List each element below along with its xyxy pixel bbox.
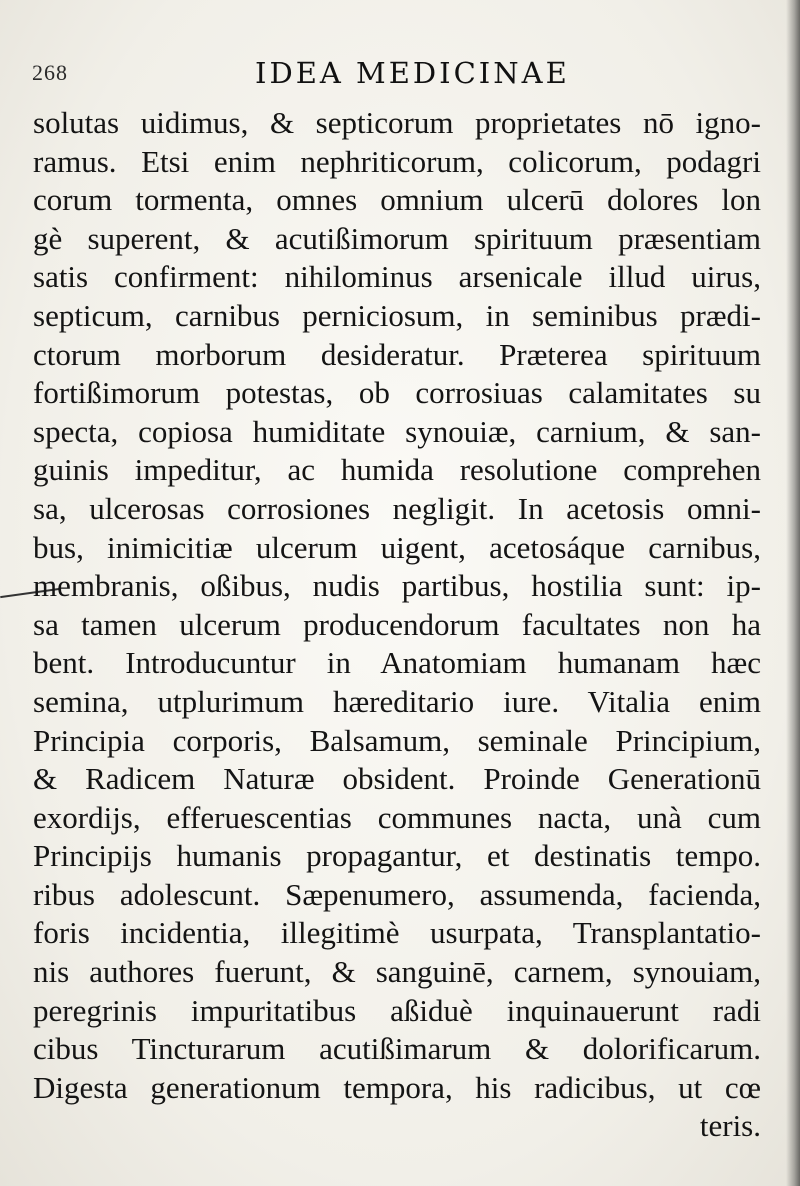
catchword: teris.	[699, 1108, 761, 1144]
text-line: specta, copiosa humiditate synouiæ, carnium, & san-	[33, 413, 761, 449]
body-text	[33, 104, 761, 1146]
text-line: corum tormenta, omnes omnium ulcerū dolores lon	[33, 182, 761, 218]
text-line: fortißimorum potestas, ob corrosiuas calamitates su	[33, 375, 761, 411]
text-line: guinis impeditur, ac humida resolutione comprehen	[33, 452, 761, 488]
text-line: bent. Introducuntur in Anatomiam humanam hæc	[33, 645, 761, 681]
text-line: ctorum morborum desideratur. Præterea spirituum	[33, 336, 761, 372]
text-line: bus, inimicitiæ ulcerum uigent, acetosáque carnibus,	[33, 529, 761, 565]
text-line: exordijs, efferuescentias communes nacta, unà cum	[33, 799, 761, 835]
text-line: septicum, carnibus perniciosum, in seminibus prædi-	[33, 297, 761, 333]
text-line: foris incidentia, illegitimè usurpata, Transplantatio-	[33, 915, 761, 951]
text-line: sa, ulcerosas corrosiones negligit. In acetosis omni-	[33, 490, 761, 526]
text-line: peregrinis impuritatibus aßiduè inquinauerunt radi	[33, 992, 761, 1028]
text-line: cibus Tincturarum acutißimarum & dolorificarum.	[33, 1031, 761, 1067]
page-number: 268	[32, 60, 68, 85]
text-line: satis confirment: nihilominus arsenicale illud uirus,	[33, 259, 761, 295]
text-line: ribus adolescunt. Sæpenumero, assumenda, facienda,	[33, 876, 761, 912]
text-line: nis authores fuerunt, & sanguinē, carnem, synouiam,	[33, 954, 761, 990]
text-line: Digesta generationum tempora, his radicibus, ut cœ	[33, 1069, 761, 1105]
text-line: semina, utplurimum hæreditario iure. Vitalia enim	[33, 683, 761, 719]
text-line: Principia corporis, Balsamum, seminale Principium,	[33, 722, 761, 758]
running-title: IDEA MEDICINAE	[255, 56, 570, 90]
text-line: sa tamen ulcerum producendorum facultates non ha	[33, 606, 761, 642]
text-line: Principijs humanis propagantur, et destinatis tempo.	[33, 838, 761, 874]
text-line: & Radicem Naturæ obsident. Proinde Generationū	[33, 761, 761, 797]
text-line: membranis, oßibus, nudis partibus, hostilia sunt: ip-	[33, 568, 761, 604]
text-line: solutas uidimus, & septicorum proprietates nō igno-	[33, 105, 761, 140]
page-gutter-shadow	[786, 0, 800, 1186]
running-head	[0, 56, 800, 96]
text-line: gè superent, & acutißimorum spirituum præsentiam	[33, 220, 761, 256]
text-line: ramus. Etsi enim nephriticorum, colicorum, podagri	[33, 143, 761, 179]
